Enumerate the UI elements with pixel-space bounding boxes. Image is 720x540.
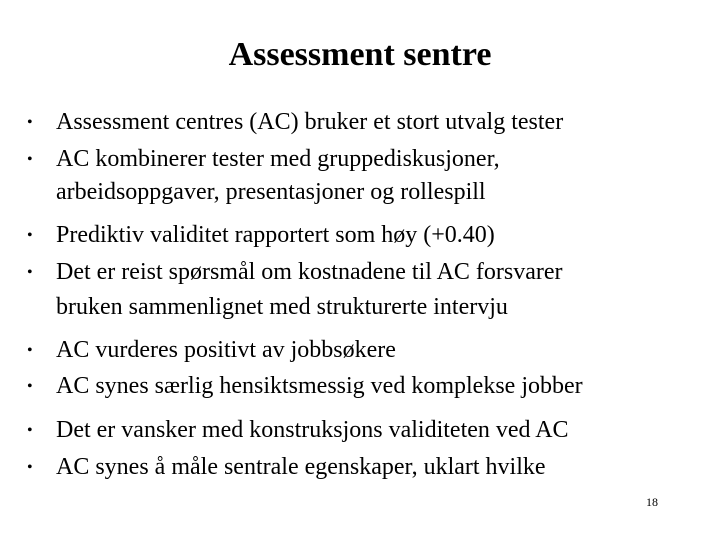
- bullet-text: Det er reist spørsmål om kostnadene til AC forsvarer: [56, 259, 563, 285]
- bullet-icon: •: [27, 342, 33, 359]
- bullet-text: Assessment centres (AC) bruker et stort utvalg tester: [56, 109, 564, 135]
- slide-title: Assessment sentre: [228, 36, 492, 73]
- bullet-icon: •: [27, 459, 33, 476]
- bullet-text: Prediktiv validitet rapportert som høy (+0.40): [56, 222, 495, 248]
- bullet-icon: •: [27, 378, 33, 395]
- bullet-icon: •: [27, 227, 33, 244]
- page-number: 18: [646, 495, 658, 509]
- bullet-text: Det er vansker med konstruksjons validiteten ved AC: [56, 417, 569, 443]
- bullet-text-continuation: bruken sammenlignet med strukturerte intervju: [56, 294, 508, 320]
- bullet-icon: •: [27, 114, 33, 131]
- bullet-text: AC synes å måle sentrale egenskaper, uklart hvilke: [56, 454, 546, 480]
- bullet-text: AC kombinerer tester med gruppediskusjoner,: [56, 146, 500, 172]
- bullet-text-continuation: arbeidsoppgaver, presentasjoner og rollespill: [56, 179, 486, 205]
- bullet-icon: •: [27, 422, 33, 439]
- bullet-text: AC vurderes positivt av jobbsøkere: [56, 337, 396, 363]
- bullet-text: AC synes særlig hensiktsmessig ved komplekse jobber: [56, 373, 583, 399]
- bullet-icon: •: [27, 264, 33, 281]
- bullet-icon: •: [27, 151, 33, 168]
